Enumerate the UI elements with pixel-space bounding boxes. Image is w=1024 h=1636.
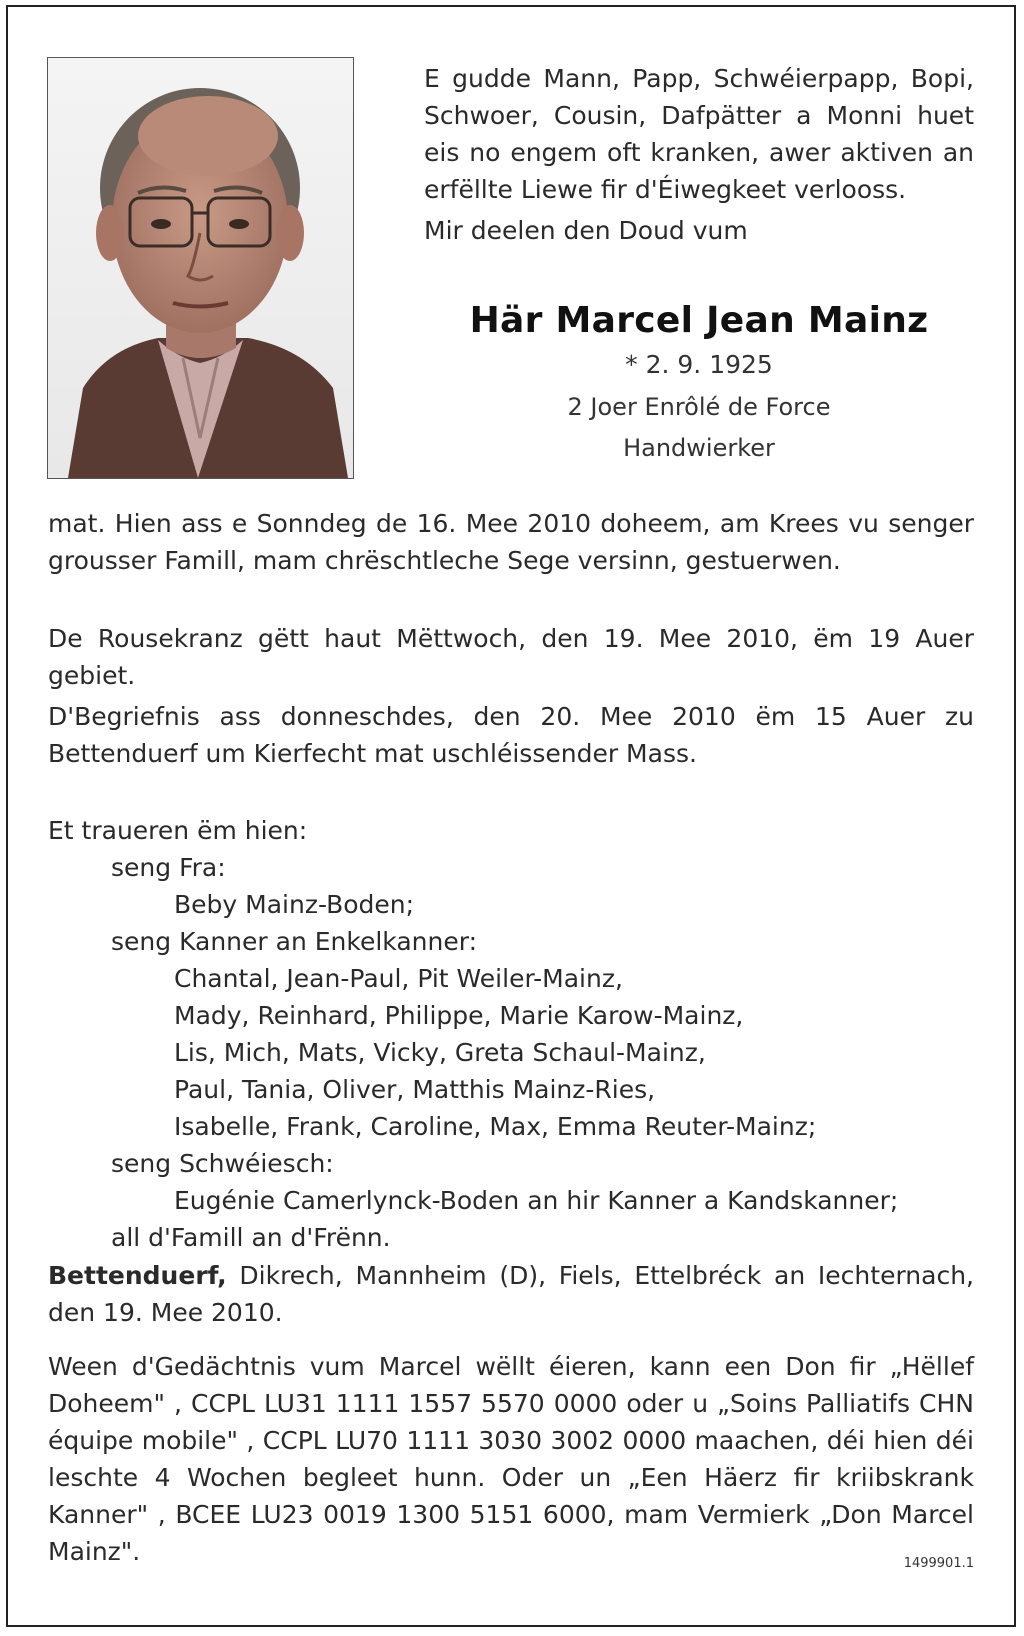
children-line: Isabelle, Frank, Caroline, Max, Emma Reuter-Mainz; [174, 1112, 817, 1141]
sister-name: Eugénie Camerlynck-Boden an hir Kanner a Kandskanner; [174, 1186, 899, 1215]
rosary-text: De Rousekranz gëtt haut Mëttwoch, den 19. Mee 2010, ëm 19 Auer gebiet. [48, 624, 974, 690]
funeral-paragraph [48, 698, 974, 772]
mourners-heading: Et traueren ëm hien: [48, 816, 308, 845]
intro-block [424, 60, 974, 249]
family-line: all d'Famill an d'Frënn. [111, 1223, 391, 1252]
rosary-paragraph [48, 620, 974, 694]
birth-date: * 2. 9. 1925 [625, 350, 773, 379]
children-line: Lis, Mich, Mats, Vicky, Greta Schaul-Mainz, [174, 1038, 706, 1067]
children-line: Chantal, Jean-Paul, Pit Weiler-Mainz, [174, 964, 623, 993]
donation-text: Ween d'Gedächtnis vum Marcel wëllt éieren, kann een Don fir „Hëllef Doheem" , CCPL LU31 1111 1557 5570 0000 oder u „Soins Palliatifs CHN équipe mobile" , CCPL LU70 1111 3030 3002 0000 maachen, déi hien déi leschte 4 Wochen begleet hunn. Oder un „Een Häerz fir kriibskrank Kanner" , BCEE LU23 0019 1300 5151 6000, mam Vermierk „Don Marcel Mainz". [48, 1352, 974, 1566]
reference-number: 1499901.1 [903, 1556, 974, 1571]
mourners-list [48, 812, 974, 1256]
children-label: seng Kanner an Enkelkanner: [111, 927, 477, 956]
donation-paragraph [48, 1348, 974, 1570]
wife-label: seng Fra: [111, 853, 226, 882]
death-paragraph [48, 505, 974, 579]
portrait-photo [47, 57, 354, 479]
place-bold: Bettenduerf, [48, 1261, 227, 1290]
intro-paragraph: E gudde Mann, Papp, Schwéierpapp, Bopi, Schwoer, Cousin, Dafpätter a Monni huet eis no engem oft kranken, awer aktiven an erfëllte Liewe fir d'Éiwegkeet verlooss. [424, 64, 974, 204]
enrole-note: 2 Joer Enrôlé de Force [567, 393, 831, 421]
children-line: Mady, Reinhard, Philippe, Marie Karow-Mainz, [174, 1001, 744, 1030]
sister-label: seng Schwéiesch: [111, 1149, 334, 1178]
children-line: Paul, Tania, Oliver, Matthis Mainz-Ries, [174, 1075, 656, 1104]
place-rest: Dikrech, Mannheim (D), Fiels, Ettelbréck an Iechternach, den 19. Mee 2010. [48, 1261, 974, 1327]
profession: Handwierker [623, 434, 775, 462]
deceased-name: Här Marcel Jean Mainz [469, 300, 929, 341]
funeral-text: D'Begriefnis ass donneschdes, den 20. Mee 2010 ëm 15 Auer zu Bettenduerf um Kierfecht mat uschléissender Mass. [48, 702, 974, 768]
place-paragraph [48, 1257, 974, 1331]
place-text [48, 1257, 974, 1331]
wife-name: Beby Mainz-Boden; [174, 890, 415, 919]
announcement-line: Mir deelen den Doud vum [424, 216, 748, 245]
death-text: mat. Hien ass e Sonndeg de 16. Mee 2010 doheem, am Krees vu senger grousser Famill, mam chrëschtleche Sege versinn, gestuerwen. [48, 509, 974, 575]
portrait-illustration [48, 58, 353, 478]
